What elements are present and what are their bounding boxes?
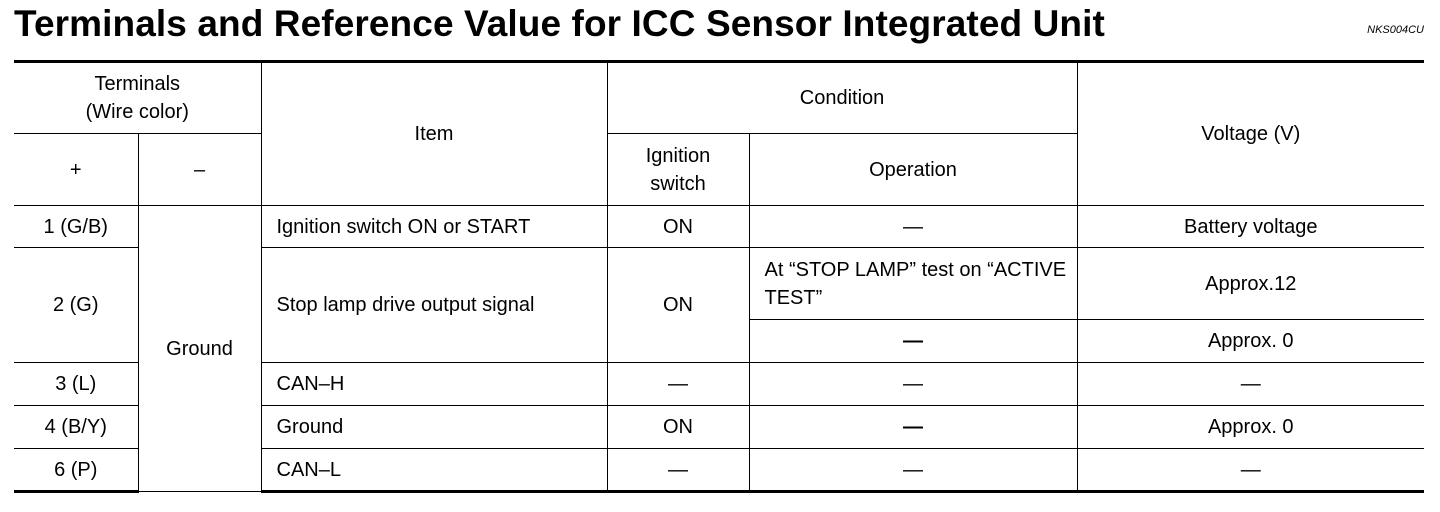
operation-cell: — [749, 206, 1077, 248]
item-cell: CAN–L [261, 449, 607, 492]
terminal-reference-table [14, 60, 1424, 493]
wire-color-header-label: (Wire color) [85, 101, 189, 123]
condition-header: Condition [607, 62, 1077, 134]
operation-cell: — [749, 363, 1077, 406]
ignition-header-label: Ignition [645, 144, 711, 167]
terminal-cell: 6 (P) [14, 449, 138, 492]
item-cell: Stop lamp drive output signal [261, 248, 607, 363]
voltage-cell: Approx. 0 [1077, 320, 1424, 363]
voltage-cell: — [1077, 363, 1424, 406]
ignition-switch-header [607, 134, 749, 206]
page-title: Terminals and Reference Value for ICC Sensor Integrated Unit [14, 3, 1105, 44]
voltage-cell: Approx. 0 [1077, 406, 1424, 449]
voltage-cell: Battery voltage [1077, 206, 1424, 248]
terminal-cell: 4 (B/Y) [14, 406, 138, 449]
ground-terminal-cell: Ground [138, 206, 261, 492]
voltage-cell: Approx.12 [1077, 248, 1424, 320]
terminal-cell: 1 (G/B) [14, 206, 138, 248]
ignition-cell: ON [607, 248, 749, 363]
ignition-cell: ON [607, 406, 749, 449]
item-cell: Ground [261, 406, 607, 449]
terminals-header [14, 62, 261, 134]
item-cell: Ignition switch ON or START [261, 206, 607, 248]
ignition-cell: — [607, 363, 749, 406]
table-row [14, 206, 1424, 248]
plus-header: + [14, 134, 138, 206]
terminal-cell: 2 (G) [14, 248, 138, 363]
operation-cell: At “STOP LAMP” test on “ACTIVE TEST” [749, 248, 1077, 320]
voltage-header: Voltage (V) [1077, 62, 1424, 206]
document-code: NKS004CU [1367, 24, 1424, 36]
operation-cell: — [749, 320, 1077, 363]
terminal-cell: 3 (L) [14, 363, 138, 406]
item-header: Item [261, 62, 607, 206]
switch-header-label: switch [650, 172, 706, 195]
operation-cell: — [749, 406, 1077, 449]
ignition-cell: ON [607, 206, 749, 248]
minus-header: – [138, 134, 261, 206]
operation-header: Operation [749, 134, 1077, 206]
header-row-1 [14, 62, 1424, 134]
item-cell: CAN–H [261, 363, 607, 406]
voltage-cell: — [1077, 449, 1424, 492]
operation-cell: — [749, 449, 1077, 492]
terminals-header-label: Terminals [94, 73, 181, 95]
ignition-cell: — [607, 449, 749, 492]
